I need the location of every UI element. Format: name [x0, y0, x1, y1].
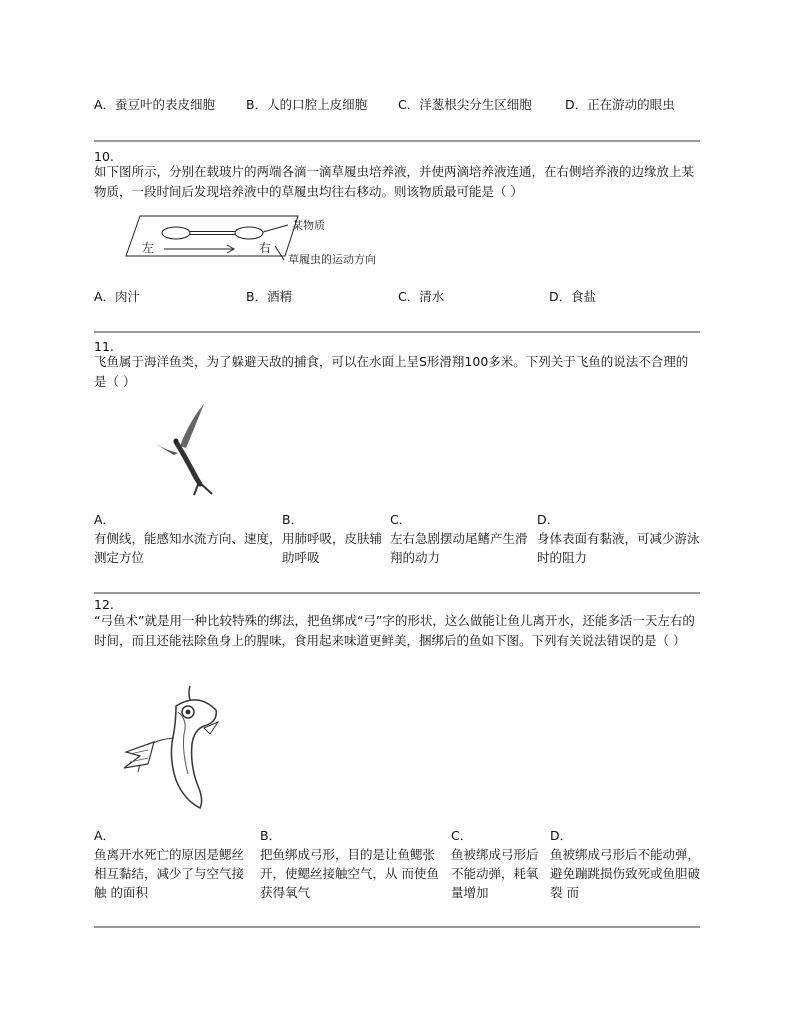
flying-fish-image	[152, 400, 222, 496]
option-text: 鱼被绑成弓形后不能动弹，耗氧量增加	[451, 847, 539, 900]
option-text: 用肺呼吸，皮肤辅助呼吸	[282, 531, 383, 565]
right-label: 右	[259, 241, 272, 255]
question-stem: 如下图所示，分别在载玻片的两端各滴一滴草履虫培养液，并使两滴培养液连通，在右侧培养液的边缘放上某物质，一段时间后发现培养液中的草履虫均往右移动。则该物质最可能是（ ）	[94, 164, 695, 199]
question-number: 10.	[94, 149, 114, 164]
q9-option-d: D．正在游动的眼虫	[565, 97, 675, 112]
left-label: 左	[142, 241, 155, 255]
q10-option-d: D．食盐	[549, 289, 597, 304]
fish-pupil	[186, 710, 191, 715]
q10-option-c: C．清水	[398, 289, 445, 304]
q10-option-a: A．肉汁	[94, 289, 141, 304]
q12-option-c	[451, 826, 547, 902]
direction-label: 草履虫的运动方向	[288, 253, 376, 266]
q11-option-d	[537, 510, 700, 567]
fish-body	[176, 442, 200, 484]
q12-option-a	[94, 826, 254, 902]
fish-head	[174, 439, 179, 444]
q9-option-a: A．蚕豆叶的表皮细胞	[94, 97, 216, 112]
option-label: D．	[537, 512, 560, 527]
bow-fish-image	[118, 682, 238, 812]
option-text: 鱼被绑成弓形后不能动弹，避免蹦跳损伤致死或鱼胆破裂 而	[550, 847, 701, 900]
option-label: C．	[451, 828, 473, 843]
left-drop	[162, 227, 190, 239]
option-text: 左右急剧摆动尾鳍产生滑翔的动力	[390, 531, 528, 565]
q10-option-b: B．酒精	[246, 289, 293, 304]
direction-pointer	[275, 246, 284, 260]
q9-option-c: C．洋葱根尖分生区细胞	[398, 97, 532, 112]
option-label: B．	[282, 512, 304, 527]
option-label: C．	[390, 512, 412, 527]
option-label: A．	[94, 828, 116, 843]
option-label: B．	[260, 828, 282, 843]
fish-tail	[194, 482, 212, 495]
option-text: 把鱼绑成弓形，目的是让鱼鳃张开，使鳃丝接触空气，从 而使鱼获得氧气	[260, 847, 439, 900]
option-label: D．	[550, 828, 573, 843]
q12-option-d	[550, 826, 700, 902]
divider	[94, 592, 700, 594]
fish-left-fin	[156, 444, 178, 455]
question-number: 11.	[94, 339, 114, 354]
divider	[94, 140, 700, 142]
slide-figure	[122, 212, 422, 272]
fish-right-fin	[180, 404, 204, 448]
q11-option-b	[282, 510, 382, 567]
fish-body	[171, 700, 216, 808]
question-stem: “弓鱼术”就是用一种比较特殊的绑法，把鱼绑成“弓”字的形状，这么做能让鱼儿离开水，还能多活一天左右的时间，而且还能祛除鱼身上的腥味，食用起来味道更鲜美，捆绑后的鱼如下图。下列有关说法错误的是（ ）	[94, 613, 695, 648]
option-label: A．	[94, 512, 116, 527]
option-text: 有侧线，能感知水流方向、速度，测定方位	[94, 531, 282, 565]
q11-option-c	[390, 510, 528, 567]
string-top	[189, 686, 190, 700]
q12-option-b	[260, 826, 444, 902]
right-drop	[235, 227, 263, 239]
substance-pointer	[263, 225, 288, 232]
option-text: 鱼离开水死亡的原因是鳃丝相互黏结，减少了与空气接触 的面积	[94, 847, 245, 900]
question-stem: 飞鱼属于海洋鱼类，为了躲避天敌的捕食，可以在水面上呈S形滑翔100多米。下列关于飞鱼的说法不合理的是（ ）	[94, 354, 689, 389]
q9-option-b: B．人的口腔上皮细胞	[246, 97, 368, 112]
substance-label: 某物质	[292, 219, 325, 232]
divider	[94, 331, 700, 333]
divider	[94, 926, 700, 928]
option-text: 身体表面有黏液，可减少游泳时的阻力	[537, 531, 700, 565]
question-number: 12.	[94, 597, 114, 612]
q11-option-a	[94, 510, 282, 567]
fish-tail	[124, 742, 154, 768]
